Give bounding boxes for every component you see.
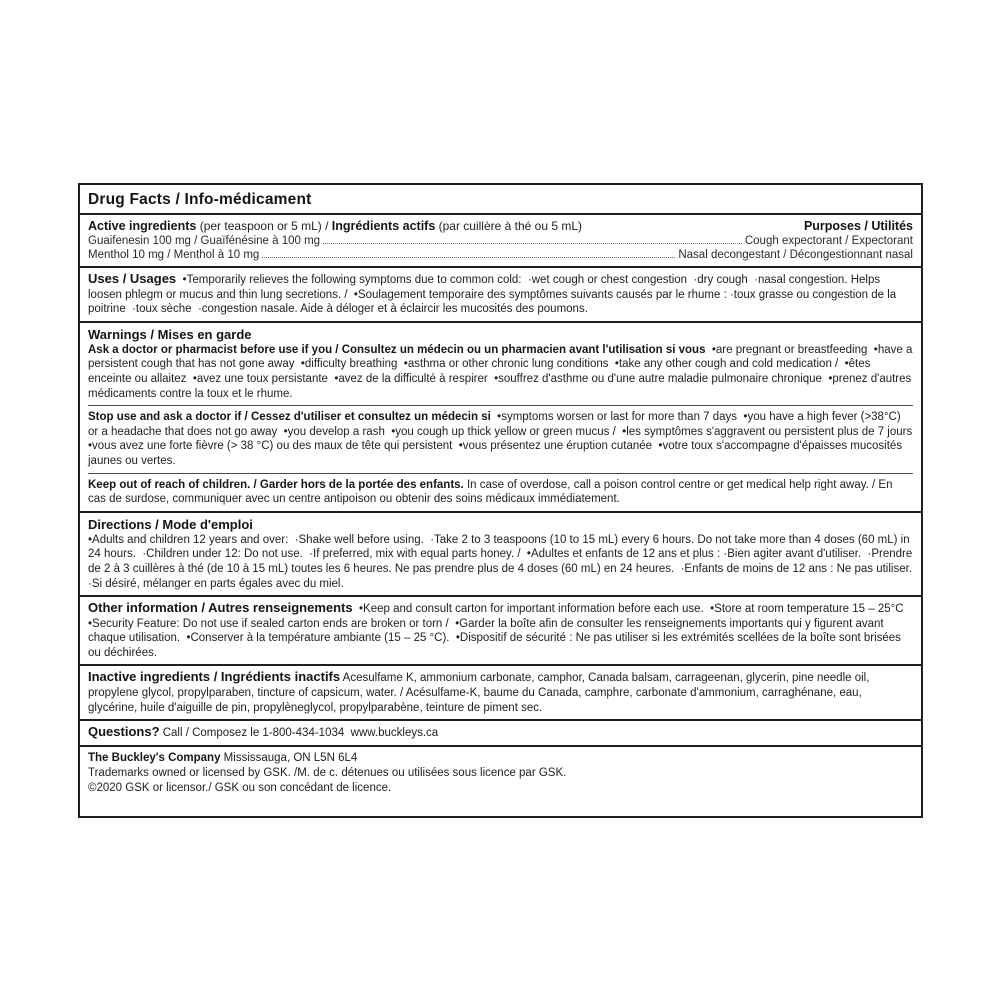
- dotted-leader: [262, 257, 675, 258]
- warnings-ask-doctor-text: [88, 343, 916, 401]
- directions-section: [80, 513, 921, 595]
- uses-text: [88, 272, 913, 317]
- warnings-heading: Warnings / Mises en garde: [88, 326, 252, 342]
- questions-section: [80, 721, 921, 745]
- company-address: Mississauga, ON L5N 6L4: [220, 751, 358, 764]
- drug-facts-title: Drug Facts / Info-médicament: [88, 191, 312, 208]
- keep-out-lead: Keep out of reach of children. / Garder hors de la portée des enfants.: [88, 478, 464, 491]
- active-ingredients-heading-fr: Ingrédients actifs: [331, 219, 436, 233]
- directions-heading: Directions / Mode d'emploi: [88, 516, 253, 532]
- other-information-heading: Other information / Autres renseignements: [88, 600, 353, 616]
- stop-use-text: [88, 410, 919, 468]
- inactive-ingredients-heading: Inactive ingredients / Ingrédients inactifs: [88, 669, 341, 685]
- stop-use-section: [80, 406, 921, 472]
- active-ingredients-dose-en: (per teaspoon or 5 mL) /: [196, 219, 332, 233]
- warnings-section: [80, 323, 921, 405]
- ingredient-row-menthol: [88, 248, 913, 262]
- questions-text: [88, 725, 913, 741]
- other-information-body: •Keep and consult carton for important information before each use. •Store at room temperature 15 – 25°C •Security Feature: Do not use if sealed carton ends are broken or torn / •Garder la boîte afin de consulter les renseignements importants qui y figurent avant chaque utilisation. •Conserver à la température ambiante (15 – 25 °C). •Dispositif de sécurité : Ne pas utiliser si les extrémités scellées de la boîte sont brisées ou déchirées.: [88, 603, 910, 659]
- ask-doctor-body: •are pregnant or breastfeeding •have a persistent cough that has not gone away •difficulty breathing •asthma or other chronic lung conditions •take any other cough and cold medication / •êtes enceinte ou allaitez •avez une toux persistante •avez de la difficulté à respirer •souffrez d'asthme ou d'une autre maladie pulmonaire chronique •prenez d'autres médicaments contre la toux et le rhume.: [88, 343, 916, 400]
- inactive-ingredients-body: Acesulfame K, ammonium carbonate, camphor, Canada balsam, carrageenan, glycerin, pine needle oil, propylene glycol, propylparaben, tincture of capsicum, water. / Acésulfame-K, baume du Canada, camphre, carbonate d'ammonium, carraghénane, eau, glycérine, huile d'aiguille de pin, propylèneglycol, propylparabène, teinture de piment sec.: [88, 672, 873, 714]
- active-ingredients-dose-fr: (par cuillère à thé ou 5 mL): [435, 219, 583, 233]
- stop-use-lead: Stop use and ask a doctor if / Cessez d'utiliser et consultez un médecin si: [88, 411, 491, 424]
- drug-facts-title-bar: [80, 185, 921, 213]
- stop-use-body: •symptoms worsen or last for more than 7 days •you have a high fever (>38°C) or a headache that does not go away •you develop a rash •you cough up thick yellow or green mucus / •les symptômes s'aggravent ou persistent plus de 7 jours •vous avez une forte fièvre (> 38 °C) ou des maux de tête qui persistent •vous présentez une éruption cutanée •votre toux s'accompagne d'épaisses mucosités jaunes ou vertes.: [88, 411, 919, 467]
- directions-text: •Adults and children 12 years and over: ·Shake well before using. ·Take 2 to 3 teaspoons (10 to 15 mL) every 6 hours. Do not take more than 4 doses (60 mL) in 24 hours. ·Children under 12: Do not use. ·If preferred, mix with equal parts honey. / •Adultes et enfants de 12 ans et plus : ·Bien agiter avant d'utiliser. ·Prendre de 2 à 3 cuillères à thé (de 10 à 15 mL) toutes les 6 heures. Ne pas prendre plus de 4 doses (60 mL) en 24 heures. ·Enfants de moins de 12 ans : Ne pas utiliser. ·Si désiré, mélanger en parts égales avec du miel.: [88, 533, 919, 590]
- company-name: The Buckley's Company: [88, 751, 221, 764]
- ingredient-name: Menthol 10 mg / Menthol à 10 mg: [88, 249, 260, 261]
- ask-doctor-lead: Ask a doctor or pharmacist before use if you / Consultez un médecin ou un pharmacien avant l'utilisation si vous: [88, 343, 706, 356]
- active-ingredients-section: [80, 215, 921, 266]
- active-ingredients-header: [88, 219, 913, 234]
- company-line: [88, 751, 913, 766]
- active-ingredients-heading-en: Active ingredients: [88, 219, 197, 233]
- active-ingredients-heading: [88, 219, 804, 234]
- company-footer-section: [80, 747, 921, 800]
- questions-heading: Questions?: [88, 724, 160, 740]
- uses-body: •Temporarily relieves the following symptoms due to common cold: ·wet cough or chest congestion ·dry cough ·nasal congestion. Helps loosen phlegm or mucus and thin lung secretions. / •Soulagement temporaire des symptômes suivants causés par le rhume : ·toux grasse ou congestion de la poitrine ·toux sèche ·congestion nasale. Aide à déloger et à éclaircir les mucosités des poumons.: [88, 274, 900, 316]
- keep-out-of-reach-section: [80, 474, 921, 511]
- ingredient-purpose: Cough expectorant / Expectorant: [744, 235, 913, 247]
- trademark-line: Trademarks owned or licensed by GSK. /M. de c. détenues ou utilisées sous licence par GSK.: [88, 766, 567, 779]
- keep-out-of-reach-text: [88, 478, 913, 507]
- inactive-ingredients-section: [80, 666, 921, 719]
- other-information-text: [88, 601, 913, 660]
- purposes-heading: Purposes / Utilités: [803, 219, 913, 233]
- questions-body: Call / Composez le 1-800-434-1034 www.buckleys.ca: [159, 727, 439, 740]
- ingredient-name: Guaifenesin 100 mg / Guaïfénésine à 100 mg: [88, 235, 321, 247]
- other-information-section: [80, 597, 921, 664]
- inactive-ingredients-text: [88, 670, 913, 715]
- drug-facts-label: [78, 183, 923, 818]
- ingredient-purpose: Nasal decongestant / Décongestionnant nasal: [678, 249, 913, 261]
- uses-section: [80, 268, 921, 321]
- dotted-leader: [323, 243, 742, 244]
- uses-heading: Uses / Usages: [88, 271, 177, 286]
- keep-out-body: In case of overdose, call a poison control centre or get medical help right away. / En cas de surdose, communiquer avec un centre antipoison ou obtenir des soins médicaux immédiatement.: [88, 478, 896, 506]
- copyright-line: ©2020 GSK or licensor./ GSK ou son concédant de licence.: [88, 781, 392, 794]
- ingredient-row-guaifenesin: [88, 234, 913, 248]
